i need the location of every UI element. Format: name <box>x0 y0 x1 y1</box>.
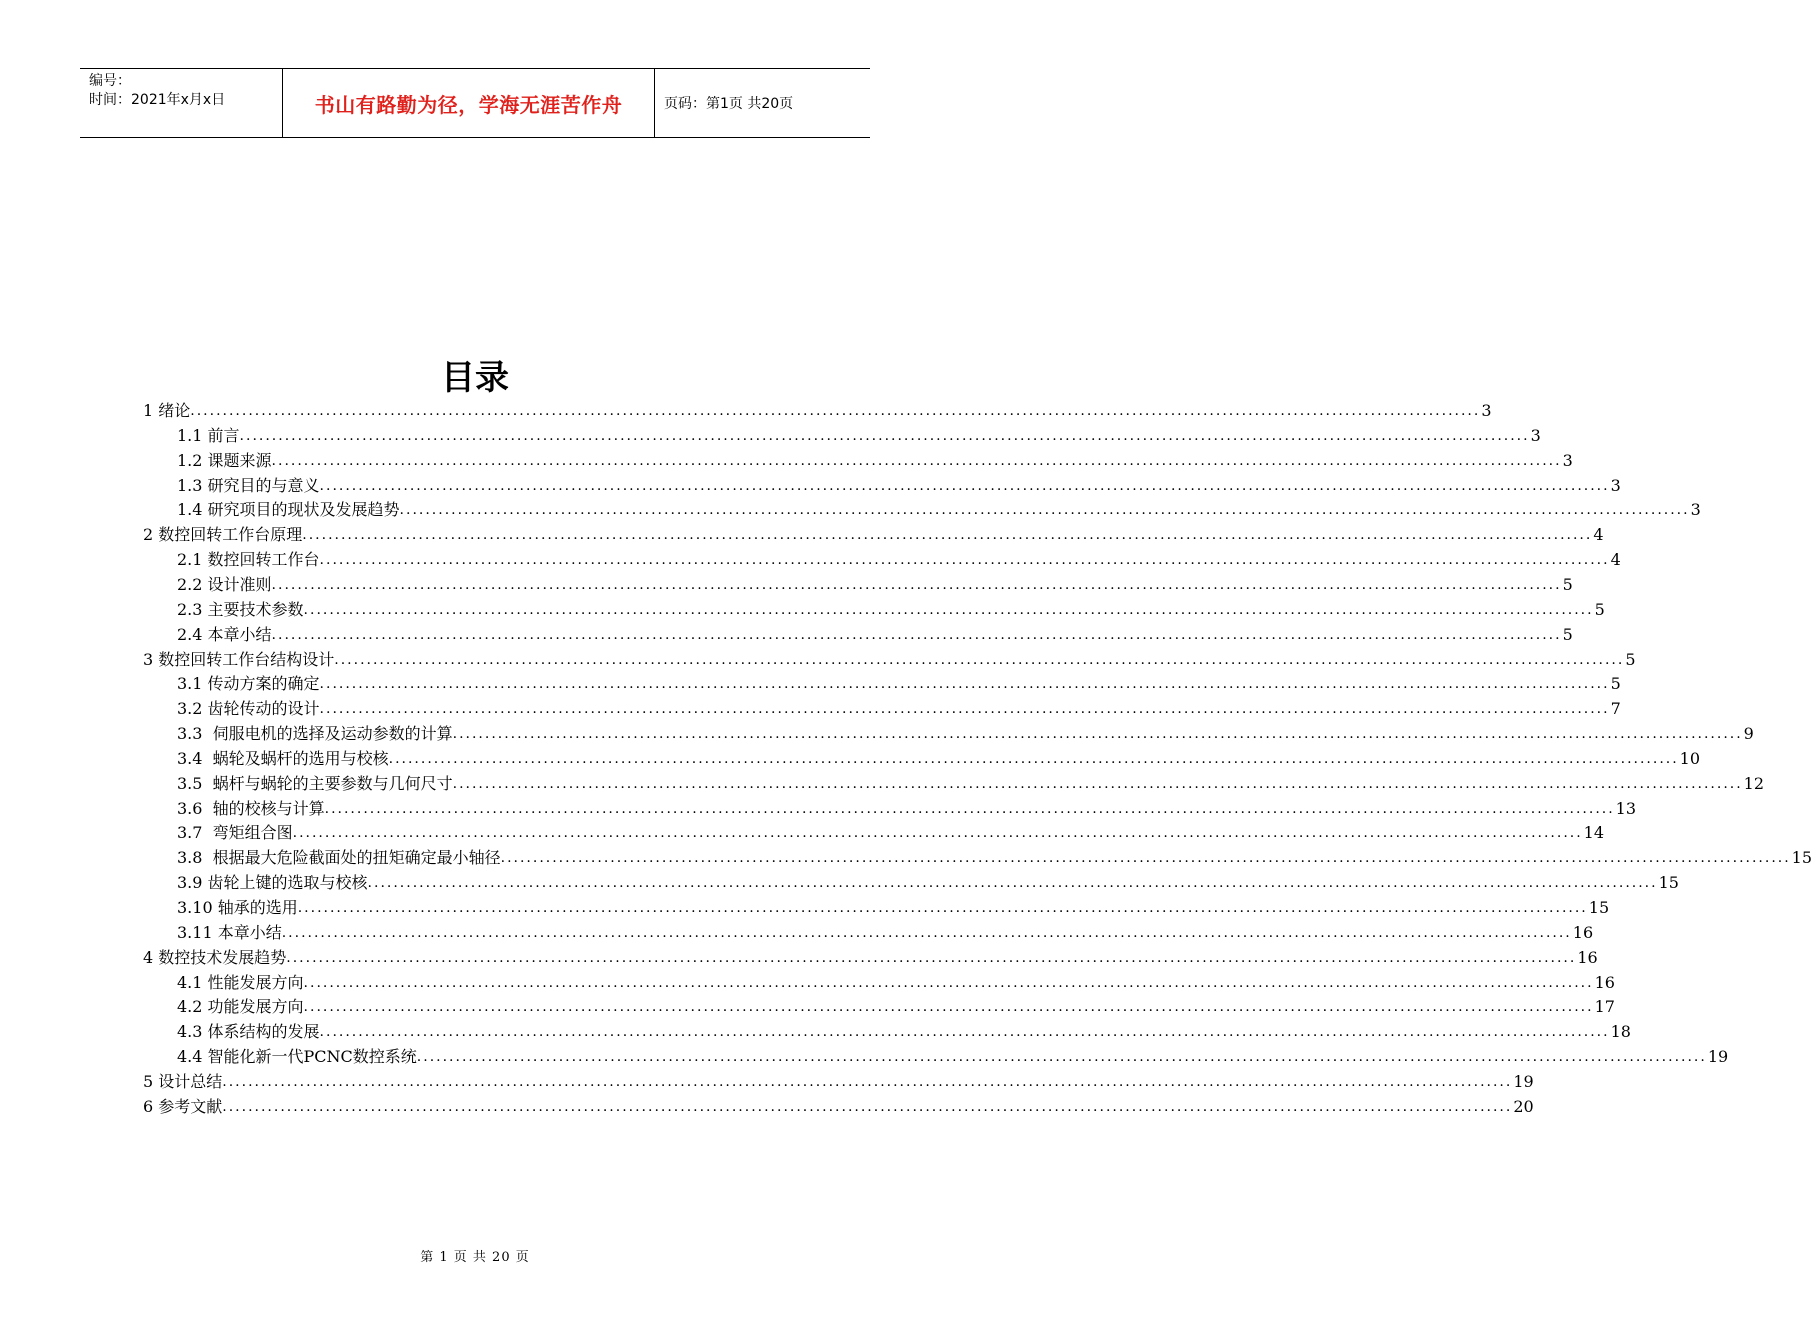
toc-leader-dots: ........................................................................................................................................................................................................ <box>303 999 1594 1016</box>
document-header <box>80 68 870 138</box>
toc-leader-dots: ........................................................................................................................................................................................................ <box>281 924 1572 941</box>
toc-entry-page: 14 <box>1583 823 1605 843</box>
toc-entry[interactable] <box>143 1092 1534 1117</box>
toc-entry[interactable] <box>177 620 1573 645</box>
toc-entry[interactable] <box>177 843 1812 868</box>
toc-leader-dots: ........................................................................................................................................................................................................ <box>334 651 1625 668</box>
toc-leader-dots: ........................................................................................................................................................................................................ <box>222 1098 1513 1115</box>
toc-leader-dots: ........................................................................................................................................................................................................ <box>319 477 1610 494</box>
toc-entry[interactable] <box>177 818 1605 843</box>
toc-entry[interactable] <box>177 1017 1631 1042</box>
toc-entry[interactable] <box>177 669 1621 694</box>
toc-entry[interactable] <box>143 520 1604 545</box>
toc-entry-label: 4.4 智能化新一代PCNC数控系统 <box>177 1047 417 1067</box>
toc-leader-dots: ........................................................................................................................................................................................................ <box>239 427 1530 444</box>
toc-entry-page: 16 <box>1572 922 1594 942</box>
toc-leader-dots: ........................................................................................................................................................................................................ <box>500 850 1791 867</box>
toc-leader-dots: ........................................................................................................................................................................................................ <box>452 726 1743 743</box>
toc-entry-label: 3.8 根据最大危险截面处的扭矩确定最小轴径 <box>177 848 501 868</box>
toc-entry-page: 5 <box>1625 649 1636 669</box>
toc-leader-dots: ........................................................................................................................................................................................................ <box>271 452 1562 469</box>
header-motto: 书山有路勤为径，学海无涯苦作舟 <box>283 69 655 137</box>
toc-leader-dots: ........................................................................................................................................................................................................ <box>271 576 1562 593</box>
toc-entry-label: 3.9 齿轮上键的选取与校核 <box>177 873 368 893</box>
toc-entry[interactable] <box>177 744 1701 769</box>
toc-entry-label: 3.10 轴承的选用 <box>177 898 298 917</box>
toc-entry-page: 12 <box>1743 773 1765 793</box>
toc-entry-label: 1.1 前言 <box>177 425 240 445</box>
toc-entry[interactable] <box>177 595 1605 620</box>
toc-entry-label: 1.3 研究目的与意义 <box>177 475 320 495</box>
toc-entry-page: 19 <box>1513 1071 1534 1091</box>
toc-entry-label: 3.5 蜗杆与蜗轮的主要参数与几何尺寸 <box>177 773 453 793</box>
toc-entry-page: 3 <box>1481 401 1492 420</box>
toc-leader-dots: ........................................................................................................................................................................................................ <box>303 974 1594 991</box>
toc-entry-label: 1.4 研究项目的现状及发展趋势 <box>177 500 400 520</box>
toc-leader-dots: ........................................................................................................................................................................................................ <box>297 900 1588 916</box>
toc-entry-page: 3 <box>1610 475 1621 495</box>
toc-entry-page: 3 <box>1690 500 1701 520</box>
toc-entry[interactable] <box>177 446 1573 471</box>
toc-entry[interactable] <box>177 719 1754 744</box>
toc-leader-dots: ........................................................................................................................................................................................................ <box>319 701 1610 718</box>
toc-entry-page: 5 <box>1562 624 1573 644</box>
toc-entry-label: 2.4 本章小结 <box>177 624 272 644</box>
toc-entry-page: 5 <box>1594 599 1605 619</box>
toc-leader-dots: ........................................................................................................................................................................................................ <box>416 1049 1707 1066</box>
toc-entry-page: 16 <box>1594 972 1615 992</box>
toc-entry-page: 7 <box>1610 699 1621 719</box>
toc-entry-page: 15 <box>1791 848 1812 868</box>
toc-entry[interactable] <box>177 694 1621 719</box>
toc-leader-dots: ........................................................................................................................................................................................................ <box>303 601 1594 618</box>
toc-entry[interactable] <box>177 893 1610 918</box>
page-footer: 第 1 页 共 20 页 <box>420 1250 530 1265</box>
toc-entry[interactable] <box>177 769 1765 794</box>
toc-leader-dots: ........................................................................................................................................................................................................ <box>222 1073 1513 1090</box>
toc-entry-page: 4 <box>1610 550 1621 570</box>
toc-entry-label: 4.1 性能发展方向 <box>177 972 304 992</box>
toc-leader-dots: ........................................................................................................................................................................................................ <box>319 1024 1610 1041</box>
toc-entry[interactable] <box>177 570 1573 595</box>
header-page-info: 页码：第1页 共20页 <box>664 96 794 112</box>
toc-entry[interactable] <box>177 495 1701 520</box>
toc-entry-label: 2 数控回转工作台原理 <box>143 525 303 545</box>
toc-entry-label: 6 参考文献 <box>143 1096 223 1116</box>
toc-entry-page: 16 <box>1577 947 1598 967</box>
toc-entry-page: 9 <box>1743 724 1754 744</box>
toc-entry-label: 3.6 轴的校核与计算 <box>177 798 325 818</box>
toc-title: 目录 <box>441 358 509 398</box>
toc-entry-page: 4 <box>1593 525 1604 545</box>
toc-entry-page: 17 <box>1594 997 1615 1017</box>
toc-entry-label: 3.4 蜗轮及蜗杆的选用与校核 <box>177 748 389 768</box>
toc-entry[interactable] <box>177 992 1615 1017</box>
toc-entry[interactable] <box>177 918 1594 943</box>
toc-entry[interactable] <box>177 471 1621 496</box>
toc-entry[interactable] <box>143 396 1492 421</box>
toc-entry-label: 3.7 弯矩组合图 <box>177 823 293 843</box>
toc-entry-page: 10 <box>1679 748 1701 768</box>
toc-leader-dots: ........................................................................................................................................................................................................ <box>286 949 1577 966</box>
toc-entry-page: 20 <box>1513 1096 1534 1116</box>
toc-entry-label: 4.2 功能发展方向 <box>177 997 304 1017</box>
toc-leader-dots: ........................................................................................................................................................................................................ <box>302 527 1593 544</box>
toc-leader-dots: ........................................................................................................................................................................................................ <box>399 502 1690 519</box>
toc-entry-page: 5 <box>1562 574 1573 594</box>
toc-entry-page: 18 <box>1610 1022 1631 1042</box>
toc-leader-dots: ........................................................................................................................................................................................................ <box>324 800 1615 817</box>
time-label: 时间：2021年x月x日 <box>89 92 226 108</box>
toc-entry[interactable] <box>143 645 1636 670</box>
toc-entry-label: 3.3 伺服电机的选择及运动参数的计算 <box>177 724 453 744</box>
header-meta <box>80 69 283 137</box>
code-label: 编号： <box>89 73 131 89</box>
toc-entry-label: 2.3 主要技术参数 <box>177 599 304 619</box>
toc-leader-dots: ........................................................................................................................................................................................................ <box>271 626 1562 643</box>
toc-entry[interactable] <box>143 1067 1534 1092</box>
toc-entry-label: 3.11 本章小结 <box>177 922 282 942</box>
toc-leader-dots: ........................................................................................................................................................................................................ <box>388 750 1679 767</box>
toc-entry-page: 3 <box>1562 450 1573 470</box>
toc-entry[interactable] <box>177 1042 1729 1067</box>
toc-entry-label: 4.3 体系结构的发展 <box>177 1022 320 1042</box>
toc-leader-dots: ........................................................................................................................................................................................................ <box>452 775 1743 792</box>
toc-entry-label: 4 数控技术发展趋势 <box>143 947 287 967</box>
toc-leader-dots: ........................................................................................................................................................................................................ <box>292 825 1583 842</box>
toc-leader-dots: ........................................................................................................................................................................................................ <box>319 552 1610 569</box>
toc-entry-label: 1 绪论 <box>143 401 191 420</box>
toc-entry-label: 3.1 传动方案的确定 <box>177 674 320 694</box>
toc-entry-page: 5 <box>1610 674 1621 694</box>
toc-entry-label: 2.2 设计准则 <box>177 574 272 594</box>
toc-entry[interactable] <box>143 943 1598 968</box>
toc-entry-page: 13 <box>1615 798 1637 818</box>
toc-leader-dots: ........................................................................................................................................................................................................ <box>367 875 1658 892</box>
toc-entry-label: 2.1 数控回转工作台 <box>177 550 320 570</box>
toc-entry-page: 19 <box>1707 1047 1729 1067</box>
toc-leader-dots: ........................................................................................................................................................................................................ <box>190 403 1481 419</box>
toc-entry-label: 1.2 课题来源 <box>177 450 272 470</box>
toc-entry-page: 15 <box>1658 873 1679 893</box>
toc-entry[interactable] <box>177 968 1615 993</box>
toc-entry-label: 3 数控回转工作台结构设计 <box>143 649 335 669</box>
toc-entry-page: 3 <box>1530 425 1541 445</box>
toc-entry[interactable] <box>177 545 1621 570</box>
toc-entry-label: 5 设计总结 <box>143 1071 223 1091</box>
toc-entry[interactable] <box>177 868 1679 893</box>
toc-leader-dots: ........................................................................................................................................................................................................ <box>319 676 1610 693</box>
toc-entry-page: 15 <box>1588 898 1610 917</box>
toc-entry[interactable] <box>177 421 1541 446</box>
toc-entry-label: 3.2 齿轮传动的设计 <box>177 699 320 719</box>
toc-entry[interactable] <box>177 794 1637 819</box>
